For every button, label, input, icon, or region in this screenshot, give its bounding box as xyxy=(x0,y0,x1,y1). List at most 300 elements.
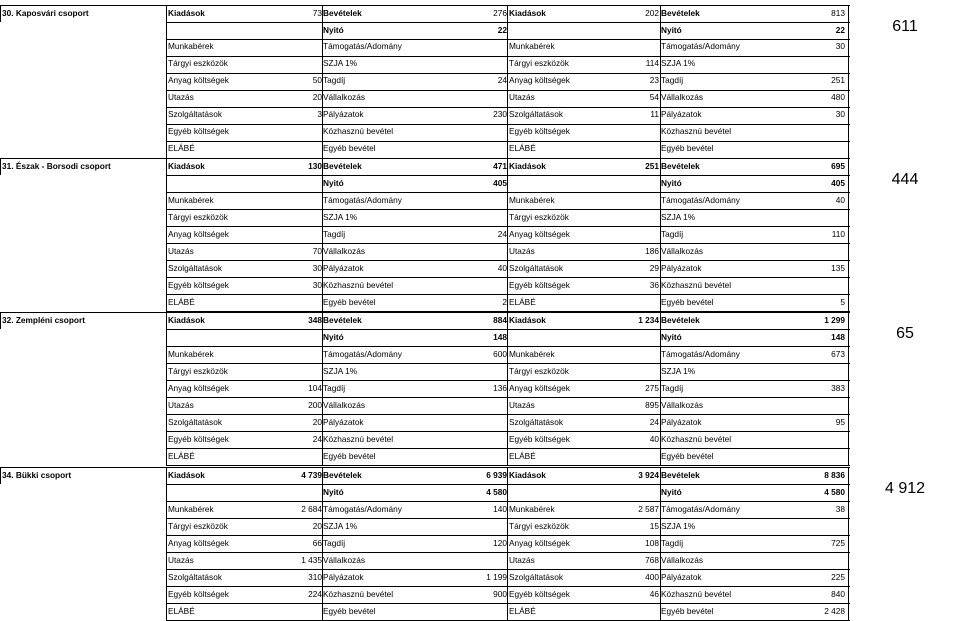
cell: Támogatás/Adomány xyxy=(661,504,740,514)
cell: Egyéb bevétel xyxy=(323,606,376,616)
expense-total-2: 251 xyxy=(645,161,659,171)
cell: 186 xyxy=(645,246,659,256)
cell: Egyéb bevétel xyxy=(661,143,714,153)
cell: Tárgyi eszközök xyxy=(509,521,569,531)
table-row xyxy=(0,552,960,569)
cell: 15 xyxy=(649,521,659,531)
opening-value: 4 580 xyxy=(486,487,507,497)
cell: Anyag költségek xyxy=(168,538,229,548)
cell: Vállalkozás xyxy=(661,400,703,410)
income-label-2: Bevételek xyxy=(661,315,700,325)
cell: Utazás xyxy=(509,400,535,410)
cell: 224 xyxy=(308,589,322,599)
cell: Egyéb bevétel xyxy=(661,297,714,307)
cell: 840 xyxy=(831,589,845,599)
opening-label: Nyitó xyxy=(323,487,344,497)
cell xyxy=(463,518,507,535)
cell: Pályázatok xyxy=(323,417,364,427)
cell: Közhasznú bevétel xyxy=(661,126,732,136)
cell: 30 xyxy=(835,41,845,51)
cell: 20 xyxy=(312,417,322,427)
cell: Egyéb bevétel xyxy=(661,606,714,616)
group-total: 65 xyxy=(896,325,914,342)
cell: Szolgáltatások xyxy=(509,572,563,582)
table-row xyxy=(0,448,960,465)
cell: 24 xyxy=(649,417,659,427)
cell: 225 xyxy=(831,572,845,582)
opening-value: 405 xyxy=(493,178,507,188)
cell: Támogatás/Adomány xyxy=(323,504,402,514)
cell: Vállalkozás xyxy=(661,555,703,565)
cell: Közhasznú bevétel xyxy=(661,280,732,290)
expense-label-2: Kiadások xyxy=(509,315,546,325)
cell: 251 xyxy=(831,75,845,85)
cell xyxy=(801,431,845,448)
cell: Utazás xyxy=(168,246,194,256)
cell xyxy=(278,192,322,209)
cell: 11 xyxy=(650,109,659,119)
cell: 1 199 xyxy=(486,572,507,582)
cell: Pályázatok xyxy=(661,263,702,273)
cell: Támogatás/Adomány xyxy=(661,195,740,205)
cell: Tagdíj xyxy=(323,538,346,548)
income-label: Bevételek xyxy=(323,8,362,18)
cell: Utazás xyxy=(509,92,535,102)
income-total-2: 1 299 xyxy=(824,315,845,325)
table-row xyxy=(0,277,960,294)
cell: Szolgáltatások xyxy=(509,263,563,273)
cell: 895 xyxy=(645,400,659,410)
cell: 54 xyxy=(649,92,659,102)
cell: Tárgyi eszközök xyxy=(509,58,569,68)
cell xyxy=(619,603,659,620)
table-row xyxy=(0,89,960,106)
cell xyxy=(619,123,659,140)
cell: 480 xyxy=(831,92,845,102)
income-total-2: 695 xyxy=(831,161,845,171)
opening-label: Nyitó xyxy=(323,25,344,35)
cell: Támogatás/Adomány xyxy=(661,41,740,51)
table-row xyxy=(0,72,960,89)
cell: Egyéb bevétel xyxy=(323,143,376,153)
cell: ELÁBÉ xyxy=(509,143,536,153)
cell: 725 xyxy=(831,538,845,548)
cell: 768 xyxy=(645,555,659,565)
cell: Tárgyi eszközök xyxy=(509,212,569,222)
cell: Vállalkozás xyxy=(661,92,703,102)
cell xyxy=(463,277,507,294)
cell xyxy=(619,363,659,380)
expense-label: Kiadások xyxy=(168,315,205,325)
cell: SZJA 1% xyxy=(323,212,358,222)
income-label-2: Bevételek xyxy=(661,8,700,18)
cell: Anyag költségek xyxy=(168,75,229,85)
cell xyxy=(619,140,659,157)
cell: 383 xyxy=(831,383,845,393)
cell: Tárgyi eszközök xyxy=(509,366,569,376)
cell: Tárgyi eszközök xyxy=(168,366,228,376)
expense-total-2: 1 234 xyxy=(638,315,659,325)
cell: Tagdíj xyxy=(661,75,684,85)
cell: 24 xyxy=(312,434,322,444)
cell: 24 xyxy=(497,75,507,85)
cell xyxy=(619,346,659,363)
expense-total-2: 3 924 xyxy=(638,470,659,480)
cell: ELÁBÉ xyxy=(509,606,536,616)
cell: Vállalkozás xyxy=(661,246,703,256)
cell: Egyéb költségek xyxy=(168,280,229,290)
cell: 66 xyxy=(312,538,322,548)
cell: Anyag költségek xyxy=(509,229,570,239)
cell: 135 xyxy=(831,263,845,273)
cell xyxy=(278,294,322,311)
cell: Utazás xyxy=(509,246,535,256)
table-row xyxy=(0,414,960,431)
income-total: 884 xyxy=(493,315,507,325)
cell: Szolgáltatások xyxy=(509,417,563,427)
expense-total: 348 xyxy=(308,315,322,325)
cell: Munkabérek xyxy=(168,349,214,359)
opening-label-2: Nyitó xyxy=(661,25,682,35)
cell xyxy=(463,192,507,209)
cell: SZJA 1% xyxy=(323,366,358,376)
income-total-2: 8 836 xyxy=(824,470,845,480)
cell xyxy=(278,226,322,243)
cell: 20 xyxy=(312,92,322,102)
expense-total: 130 xyxy=(308,161,322,171)
cell xyxy=(801,363,845,380)
table-row xyxy=(0,106,960,123)
cell xyxy=(619,294,659,311)
cell xyxy=(619,226,659,243)
cell: ELÁBÉ xyxy=(168,297,195,307)
group-name: 34. Bükki csoport xyxy=(2,470,72,480)
group-header-row xyxy=(0,158,960,175)
cell: 20 xyxy=(312,521,322,531)
cell: Munkabérek xyxy=(509,504,555,514)
cell: Tagdíj xyxy=(661,383,684,393)
cell: Pályázatok xyxy=(323,572,364,582)
cell: 70 xyxy=(312,246,322,256)
cell: Pályázatok xyxy=(661,417,702,427)
group-name: 31. Észak - Borsodi csoport xyxy=(2,161,111,171)
opening-label: Nyitó xyxy=(323,332,344,342)
cell xyxy=(463,89,507,106)
group-header-row xyxy=(0,312,960,329)
cell: Tagdíj xyxy=(323,75,346,85)
cell: Közhasznú bevétel xyxy=(661,589,732,599)
expense-total: 4 739 xyxy=(301,470,322,480)
table-row xyxy=(0,603,960,620)
cell: 5 xyxy=(840,297,845,307)
cell xyxy=(801,55,845,72)
cell: Egyéb bevétel xyxy=(323,451,376,461)
cell xyxy=(278,603,322,620)
cell: 2 428 xyxy=(824,606,845,616)
cell xyxy=(801,518,845,535)
table-row xyxy=(0,192,960,209)
income-label: Bevételek xyxy=(323,470,362,480)
cell: 1 435 xyxy=(301,555,322,565)
cell xyxy=(278,55,322,72)
cell: ELÁBÉ xyxy=(168,451,195,461)
cell xyxy=(463,363,507,380)
cell: Tagdíj xyxy=(323,383,346,393)
opening-value: 22 xyxy=(497,25,507,35)
opening-row xyxy=(0,175,960,192)
opening-label-2: Nyitó xyxy=(661,178,682,188)
table-row xyxy=(0,431,960,448)
cell: Szolgáltatások xyxy=(168,572,222,582)
cell xyxy=(463,397,507,414)
cell: 673 xyxy=(831,349,845,359)
cell xyxy=(463,209,507,226)
opening-label: Nyitó xyxy=(323,178,344,188)
cell: 40 xyxy=(649,434,659,444)
cell: 108 xyxy=(645,538,659,548)
cell xyxy=(278,123,322,140)
cell: Utazás xyxy=(168,400,194,410)
income-label: Bevételek xyxy=(323,161,362,171)
income-total: 471 xyxy=(493,161,507,171)
cell: ELÁBÉ xyxy=(168,606,195,616)
income-label-2: Bevételek xyxy=(661,470,700,480)
table-row xyxy=(0,226,960,243)
cell: SZJA 1% xyxy=(661,58,696,68)
cell: 40 xyxy=(835,195,845,205)
cell: Pályázatok xyxy=(323,263,364,273)
cell: 114 xyxy=(645,58,659,68)
cell xyxy=(463,431,507,448)
cell: Egyéb költségek xyxy=(168,126,229,136)
cell: Munkabérek xyxy=(509,195,555,205)
expense-label-2: Kiadások xyxy=(509,470,546,480)
table-row xyxy=(0,243,960,260)
expense-label: Kiadások xyxy=(168,470,205,480)
opening-label-2: Nyitó xyxy=(661,332,682,342)
cell: Támogatás/Adomány xyxy=(323,349,402,359)
cell: Közhasznú bevétel xyxy=(323,589,394,599)
cell: 2 xyxy=(502,297,507,307)
table-row xyxy=(0,586,960,603)
cell: Közhasznú bevétel xyxy=(323,126,394,136)
cell: Tárgyi eszközök xyxy=(168,521,228,531)
group-header-row xyxy=(0,5,960,22)
cell: Támogatás/Adomány xyxy=(661,349,740,359)
cell xyxy=(278,448,322,465)
cell: 600 xyxy=(493,349,507,359)
cell: Szolgáltatások xyxy=(168,109,222,119)
cell: Vállalkozás xyxy=(323,246,365,256)
grid-line xyxy=(166,465,850,466)
cell xyxy=(278,38,322,55)
opening-value-2: 148 xyxy=(831,332,845,342)
table-row xyxy=(0,501,960,518)
cell: 50 xyxy=(312,75,322,85)
cell xyxy=(463,140,507,157)
cell xyxy=(619,192,659,209)
table-row xyxy=(0,140,960,157)
cell: ELÁBÉ xyxy=(168,143,195,153)
cell: 2 587 xyxy=(638,504,659,514)
cell: Vállalkozás xyxy=(323,555,365,565)
cell: SZJA 1% xyxy=(661,212,696,222)
cell: Tárgyi eszközök xyxy=(168,212,228,222)
table-row xyxy=(0,209,960,226)
income-label: Bevételek xyxy=(323,315,362,325)
cell xyxy=(278,140,322,157)
group-header-row xyxy=(0,467,960,484)
cell: 23 xyxy=(649,75,659,85)
table-row xyxy=(0,535,960,552)
cell xyxy=(801,123,845,140)
income-total-2: 813 xyxy=(831,8,845,18)
cell: 95 xyxy=(835,417,845,427)
opening-value-2: 4 580 xyxy=(824,487,845,497)
table-row xyxy=(0,38,960,55)
cell: Utazás xyxy=(168,555,194,565)
cell xyxy=(801,552,845,569)
cell: Munkabérek xyxy=(509,349,555,359)
cell xyxy=(278,346,322,363)
cell xyxy=(278,209,322,226)
cell: 24 xyxy=(497,229,507,239)
cell: SZJA 1% xyxy=(323,58,358,68)
cell xyxy=(801,277,845,294)
cell: 310 xyxy=(308,572,322,582)
income-label-2: Bevételek xyxy=(661,161,700,171)
cell xyxy=(463,603,507,620)
expense-label-2: Kiadások xyxy=(509,161,546,171)
cell: Munkabérek xyxy=(168,195,214,205)
cell: Utazás xyxy=(168,92,194,102)
cell: Pályázatok xyxy=(661,572,702,582)
opening-value: 148 xyxy=(493,332,507,342)
table-row xyxy=(0,518,960,535)
expense-label: Kiadások xyxy=(168,8,205,18)
cell xyxy=(801,397,845,414)
cell: Támogatás/Adomány xyxy=(323,41,402,51)
table-row xyxy=(0,363,960,380)
cell: Egyéb bevétel xyxy=(323,297,376,307)
cell: Szolgáltatások xyxy=(509,109,563,119)
expense-total: 73 xyxy=(312,8,322,18)
cell xyxy=(801,243,845,260)
cell xyxy=(463,448,507,465)
cell: 40 xyxy=(497,263,507,273)
cell: ELÁBÉ xyxy=(509,451,536,461)
cell: Tárgyi eszközök xyxy=(168,58,228,68)
cell: Egyéb költségek xyxy=(509,589,570,599)
cell: Egyéb bevétel xyxy=(661,451,714,461)
cell: Egyéb költségek xyxy=(509,280,570,290)
group-total: 4 912 xyxy=(884,480,926,497)
cell: Támogatás/Adomány xyxy=(323,195,402,205)
income-total: 276 xyxy=(493,8,507,18)
expense-label-2: Kiadások xyxy=(509,8,546,18)
group-total: 611 xyxy=(892,18,918,35)
opening-row xyxy=(0,484,960,501)
cell xyxy=(619,38,659,55)
cell: 38 xyxy=(835,504,845,514)
cell: 2 684 xyxy=(301,504,322,514)
cell: 46 xyxy=(649,589,659,599)
cell: Szolgáltatások xyxy=(168,263,222,273)
cell: Vállalkozás xyxy=(323,400,365,410)
cell: Anyag költségek xyxy=(168,383,229,393)
group-name: 30. Kaposvári csoport xyxy=(2,8,89,18)
expense-total-2: 202 xyxy=(645,8,659,18)
cell: 900 xyxy=(493,589,507,599)
cell: Tagdíj xyxy=(661,538,684,548)
cell: Munkabérek xyxy=(168,41,214,51)
expense-label: Kiadások xyxy=(168,161,205,171)
cell: SZJA 1% xyxy=(661,366,696,376)
cell: Anyag költségek xyxy=(509,383,570,393)
opening-row xyxy=(0,22,960,39)
cell xyxy=(463,55,507,72)
cell: Tagdíj xyxy=(661,229,684,239)
cell: 140 xyxy=(493,504,507,514)
cell: 30 xyxy=(835,109,845,119)
income-total: 6 939 xyxy=(486,470,507,480)
cell: 136 xyxy=(493,383,507,393)
cell: Utazás xyxy=(509,555,535,565)
table-row xyxy=(0,123,960,140)
cell: 120 xyxy=(493,538,507,548)
cell: 29 xyxy=(649,263,659,273)
cell: 104 xyxy=(308,383,322,393)
table-row xyxy=(0,346,960,363)
cell: Egyéb költségek xyxy=(509,126,570,136)
cell xyxy=(463,414,507,431)
cell: 36 xyxy=(649,280,659,290)
cell: Közhasznú bevétel xyxy=(661,434,732,444)
cell: 200 xyxy=(308,400,322,410)
cell: Anyag költségek xyxy=(509,75,570,85)
cell: Egyéb költségek xyxy=(168,434,229,444)
cell: 110 xyxy=(831,229,845,239)
cell: Pályázatok xyxy=(323,109,364,119)
cell: 30 xyxy=(312,280,322,290)
cell: Anyag költségek xyxy=(168,229,229,239)
cell: SZJA 1% xyxy=(661,521,696,531)
cell: SZJA 1% xyxy=(323,521,358,531)
cell: Munkabérek xyxy=(509,41,555,51)
cell xyxy=(801,209,845,226)
cell: Munkabérek xyxy=(168,504,214,514)
cell: Egyéb költségek xyxy=(168,589,229,599)
cell xyxy=(463,123,507,140)
cell: 30 xyxy=(312,263,322,273)
cell xyxy=(619,209,659,226)
cell: Anyag költségek xyxy=(509,538,570,548)
cell xyxy=(619,448,659,465)
table-row xyxy=(0,397,960,414)
group-name: 32. Zempléni csoport xyxy=(2,315,85,325)
cell: Közhasznú bevétel xyxy=(323,434,394,444)
table-row xyxy=(0,569,960,586)
opening-value-2: 22 xyxy=(835,25,845,35)
cell: ELÁBÉ xyxy=(509,297,536,307)
cell xyxy=(801,140,845,157)
table-row xyxy=(0,260,960,277)
opening-value-2: 405 xyxy=(831,178,845,188)
group-total: 444 xyxy=(891,171,919,188)
cell xyxy=(801,448,845,465)
cell: 3 xyxy=(317,109,322,119)
cell: Tagdíj xyxy=(323,229,346,239)
